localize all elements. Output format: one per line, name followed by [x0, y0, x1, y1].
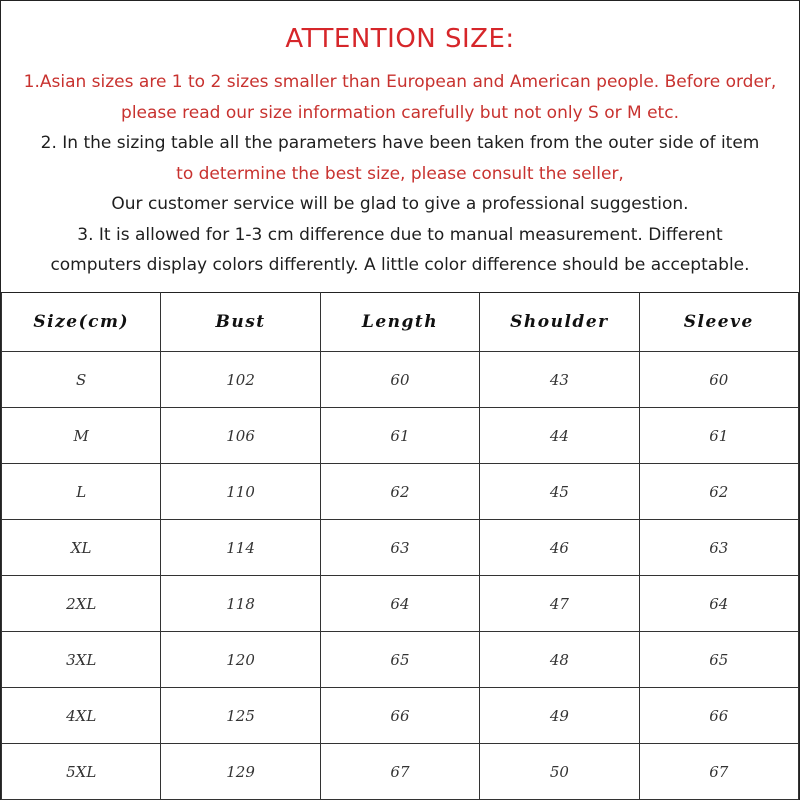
cell-length: 60 [320, 352, 479, 408]
table-row [2, 464, 799, 520]
cell-length: 67 [320, 744, 479, 800]
cell-shoulder: 48 [480, 632, 639, 688]
cell-sleeve: 64 [639, 576, 798, 632]
cell-shoulder: 47 [480, 576, 639, 632]
cell-length: 63 [320, 520, 479, 576]
cell-bust: 102 [161, 352, 320, 408]
attention-notice [1, 1, 799, 292]
table-row [2, 520, 799, 576]
cell-bust: 106 [161, 408, 320, 464]
cell-shoulder: 45 [480, 464, 639, 520]
notice-line-2: please read our size information carefully but not only S or M etc. [121, 102, 679, 123]
notice-line-3: 2. In the sizing table all the parameters have been taken from the outer side of item [40, 133, 760, 153]
cell-length: 62 [320, 464, 479, 520]
cell-sleeve: 62 [639, 464, 798, 520]
header-sleeve: Sleeve [639, 293, 798, 352]
cell-sleeve: 65 [639, 632, 798, 688]
cell-shoulder: 46 [480, 520, 639, 576]
cell-bust: 110 [161, 464, 320, 520]
table-header-row [2, 293, 799, 352]
cell-sleeve: 63 [639, 520, 798, 576]
table-row [2, 688, 799, 744]
table-row [2, 408, 799, 464]
cell-bust: 118 [161, 576, 320, 632]
cell-shoulder: 50 [480, 744, 639, 800]
cell-size: M [2, 408, 161, 464]
table-row [2, 576, 799, 632]
cell-sleeve: 60 [639, 352, 798, 408]
cell-size: L [2, 464, 161, 520]
notice-title: ATTENTION SIZE: [285, 24, 515, 54]
cell-size: 4XL [2, 688, 161, 744]
notice-line-6: 3. It is allowed for 1-3 cm difference due to manual measurement. Different [77, 224, 723, 245]
cell-size: 5XL [2, 744, 161, 800]
cell-sleeve: 61 [639, 408, 798, 464]
cell-sleeve: 67 [639, 744, 798, 800]
cell-bust: 120 [161, 632, 320, 688]
cell-length: 66 [320, 688, 479, 744]
table-row [2, 744, 799, 800]
header-bust: Bust [161, 293, 320, 352]
cell-sleeve: 66 [639, 688, 798, 744]
cell-bust: 129 [161, 744, 320, 800]
notice-line-4: to determine the best size, please consult the seller, [176, 163, 624, 184]
header-length: Length [320, 293, 479, 352]
cell-length: 64 [320, 576, 479, 632]
cell-bust: 125 [161, 688, 320, 744]
notice-line-1: 1.Asian sizes are 1 to 2 sizes smaller than European and American people. Before order, [23, 72, 777, 92]
table-row [2, 632, 799, 688]
cell-size: XL [2, 520, 161, 576]
header-shoulder: Shoulder [480, 293, 639, 352]
cell-shoulder: 44 [480, 408, 639, 464]
cell-size: 2XL [2, 576, 161, 632]
size-table [1, 292, 799, 800]
cell-shoulder: 43 [480, 352, 639, 408]
header-size: Size(cm) [2, 293, 161, 352]
cell-size: 3XL [2, 632, 161, 688]
cell-bust: 114 [161, 520, 320, 576]
cell-size: S [2, 352, 161, 408]
cell-shoulder: 49 [480, 688, 639, 744]
cell-length: 65 [320, 632, 479, 688]
table-row [2, 352, 799, 408]
notice-line-5: Our customer service will be glad to give a professional suggestion. [111, 194, 689, 214]
notice-line-7: computers display colors differently. A little color difference should be acceptable. [50, 255, 750, 275]
cell-length: 61 [320, 408, 479, 464]
